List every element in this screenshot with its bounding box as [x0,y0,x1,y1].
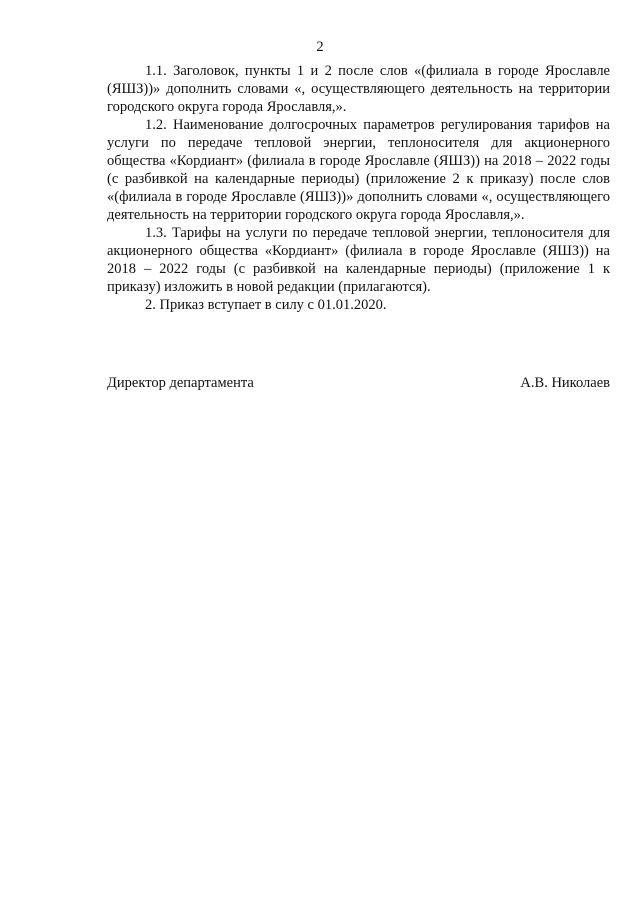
signature-block [107,374,610,392]
paragraph-1-1: 1.1. Заголовок, пункты 1 и 2 после слов «(филиала в городе Ярославле (ЯШЗ))» дополнить словами «, осуществляющего деятельность на территории городского округа города Ярославля,». [107,63,610,115]
paragraph-1-3: 1.3. Тарифы на услуги по передаче тепловой энергии, теплоносителя для акционерного общества «Кордиант» (филиала в городе Ярославле (ЯШЗ)) на 2018 – 2022 годы (с разбивкой на календарные периоды) (приложение 1 к приказу) изложить в новой редакции (прилагаются). [107,225,610,295]
paragraph-1-2: 1.2. Наименование долгосрочных параметров регулирования тарифов на услуги по передаче тепловой энергии, теплоносителя для акционерного общества «Кордиант» (филиала в городе Ярославле (ЯШЗ)) на 2018 – 2022 годы (с разбивкой на календарные периоды) (приложение 2 к приказу) после слов «(филиала в городе Ярославле (ЯШЗ))» дополнить словами «, осуществляющего деятельность на территории городского округа города Ярославля,». [107,117,610,223]
signatory-name: А.В. Николаев [520,375,610,391]
signatory-position: Директор департамента [107,375,254,391]
document-body [107,62,610,314]
paragraph-2: 2. Приказ вступает в силу с 01.01.2020. [145,297,387,313]
page-number: 2 [316,39,324,55]
